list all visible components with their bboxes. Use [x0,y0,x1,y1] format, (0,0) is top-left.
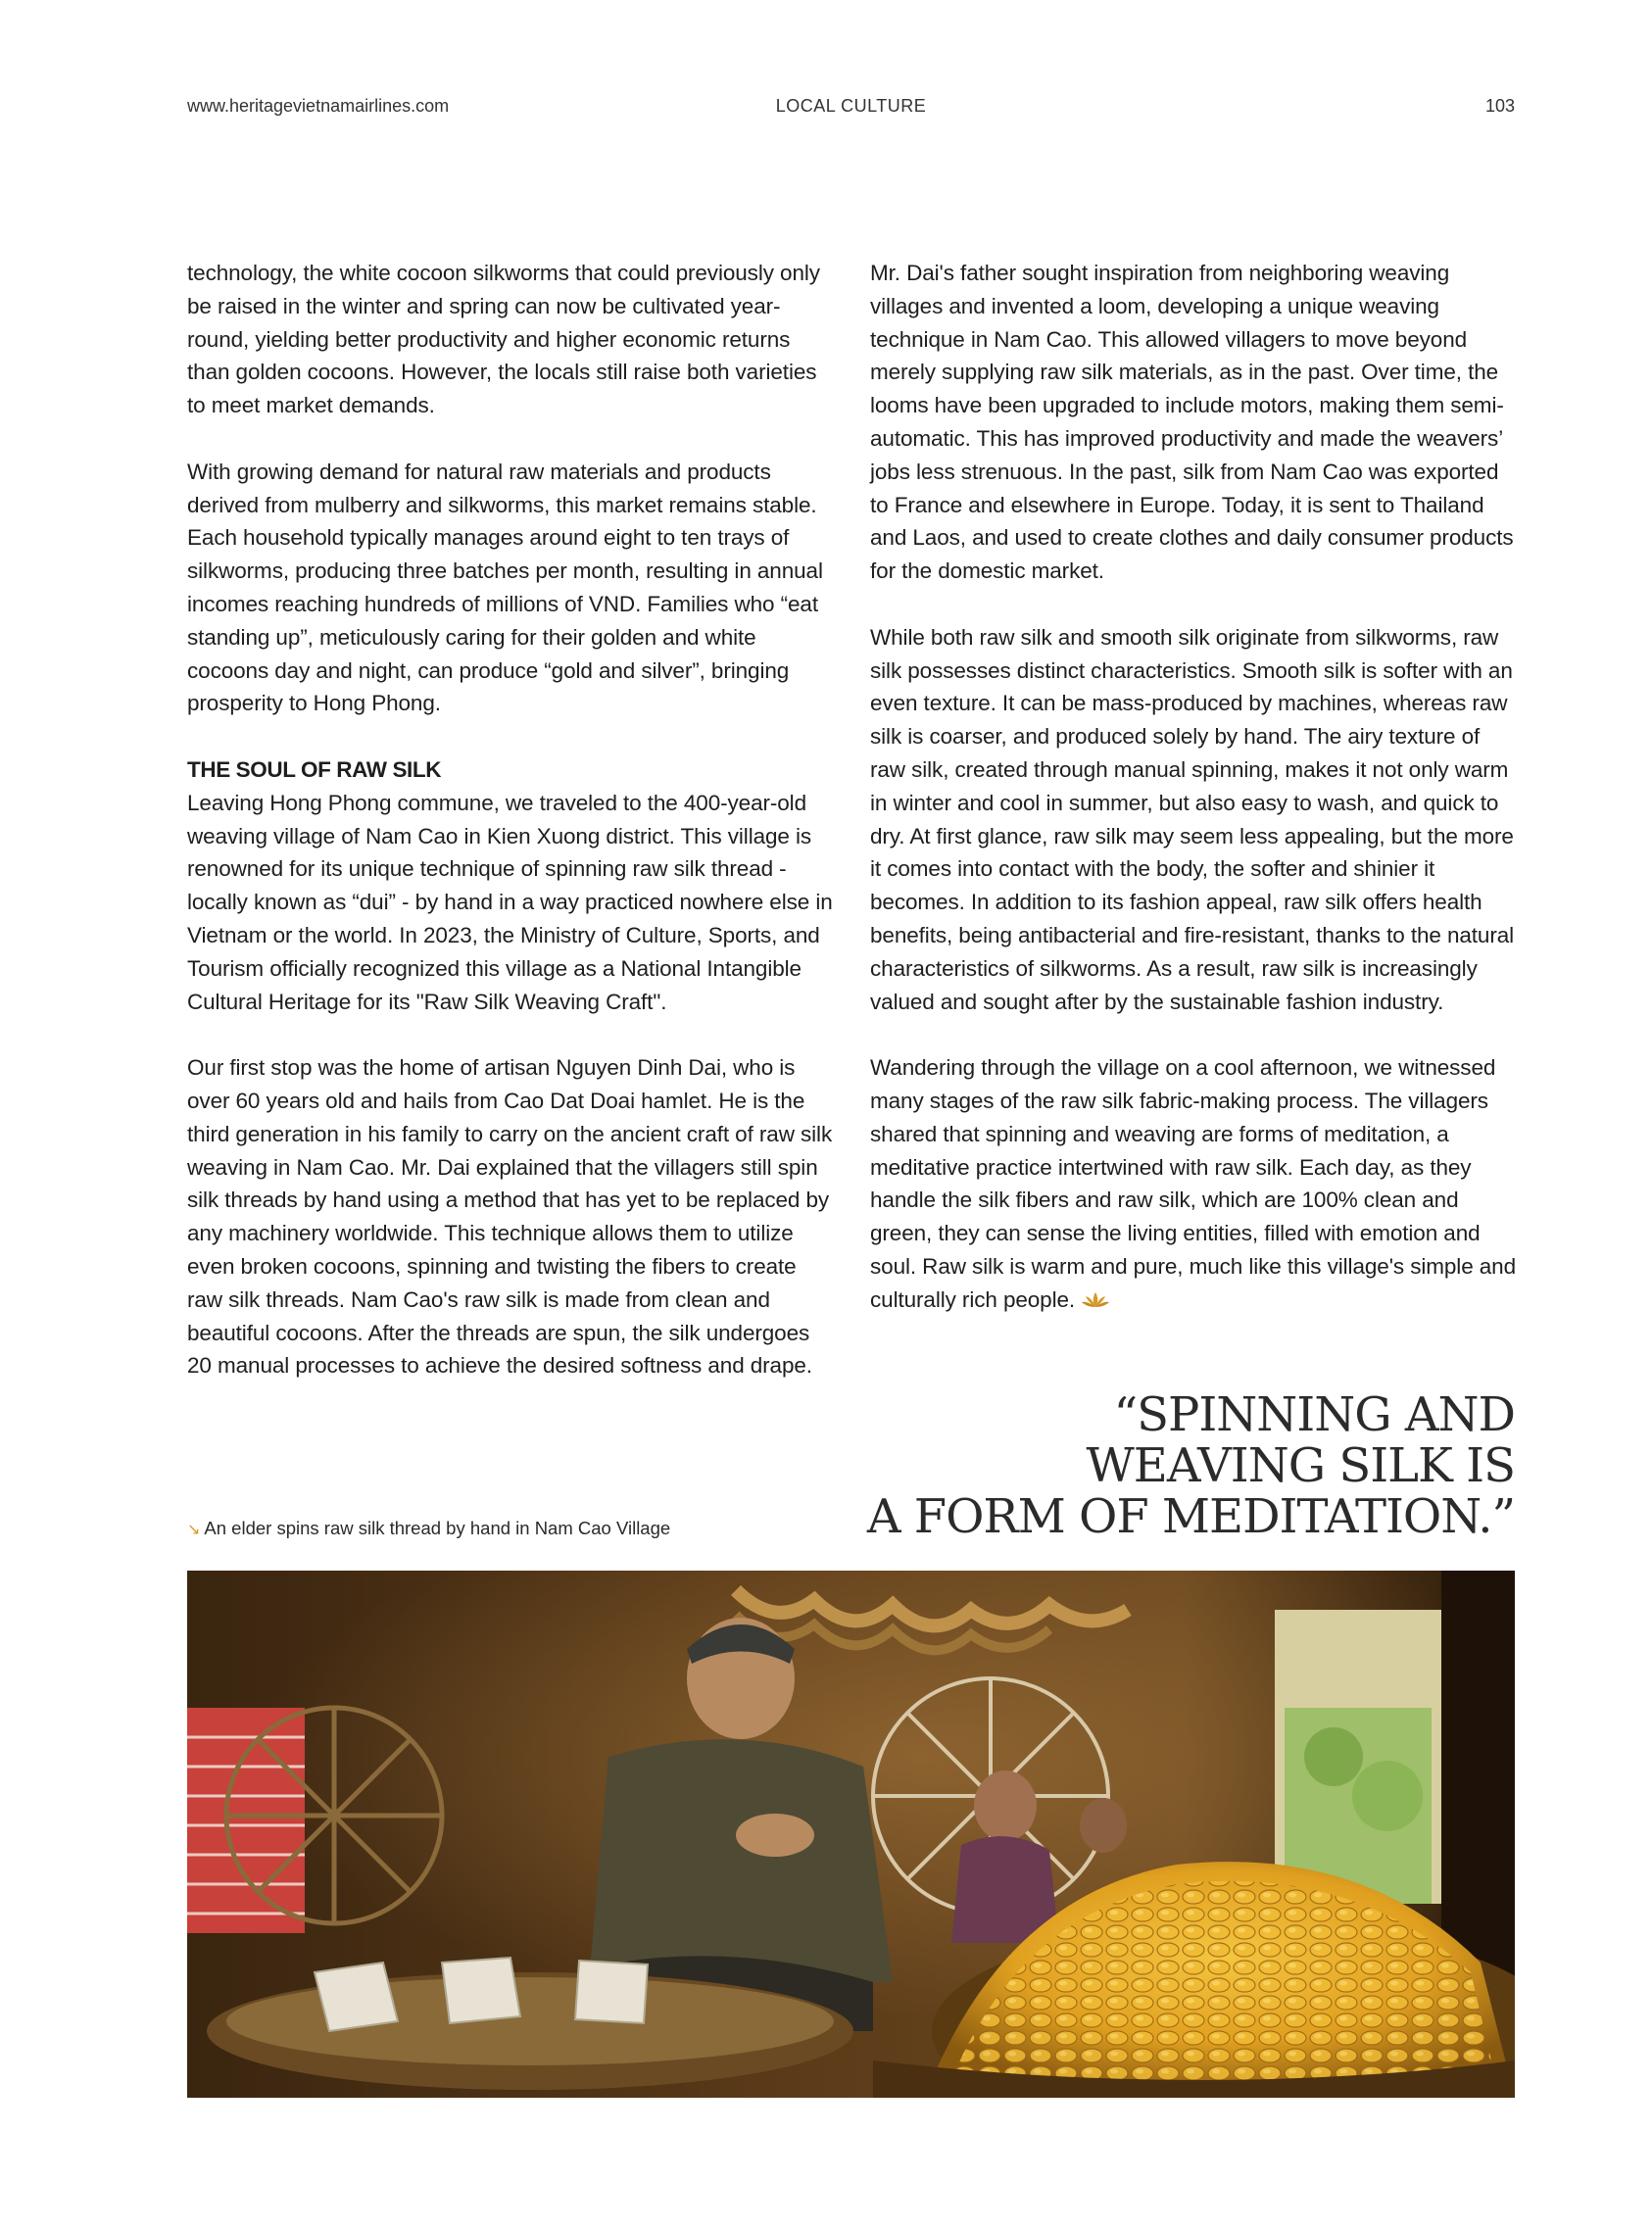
lotus-icon [1081,1286,1110,1320]
pull-quote-line: A FORM OF MEDITATION.” [866,1489,1515,1544]
right-column [870,257,1517,1352]
body-paragraph-text: Wandering through the village on a cool afternoon, we witnessed many stages of the raw silk fabric-making process. The villagers shared that spinning and weaving are forms of meditation, a meditative practice intertwined with raw silk. Each day, as they handle the silk fibers and raw silk, which are 100% clean and green, they can sense the living entities, filled with emotion and soul. Raw silk is warm and pure, much like this village's simple and culturally rich people. [870,1055,1517,1312]
page-header [187,96,1515,121]
body-paragraph: Leaving Hong Phong commune, we traveled to the 400-year-old weaving village of Nam Cao in Kien Xuong district. This village is renowned for its unique technique of spinning raw silk thread - locally known as “dui” - by hand in a way practiced nowhere else in Vietnam or the world. In 2023, the Ministry of Culture, Sports, and Tourism officially recognized this village as a National Intangible Cultural Heritage for its "Raw Silk Weaving Craft". [187,790,833,1014]
pull-quote [829,1389,1515,1542]
section-title: LOCAL CULTURE [775,96,927,116]
pull-quote-line: “SPINNING AND [1113,1387,1515,1442]
section-heading: THE SOUL OF RAW SILK [187,756,442,782]
arrow-down-right-icon: ↘ [187,1522,201,1538]
page-number: 103 [1484,96,1515,116]
caption-text: An elder spins raw silk thread by hand in Nam Cao Village [204,1518,671,1538]
website-url[interactable]: www.heritagevietnamairlines.com [187,96,450,116]
feature-photo [187,1571,1515,2098]
body-paragraph: While both raw silk and smooth silk originate from silkworms, raw silk possesses distinct characteristics. Smooth silk is softer with an even texture. It can be mass-produced by machines, whereas raw silk is coarser, and produced solely by hand. The airy texture of raw silk, created through manual spinning, makes it not only warm in winter and cool in summer, but also easy to wash, and quick to dry. At first glance, raw silk may seem less appealing, but the more it comes into contact with the body, the softer and shinier it becomes. In addition to its fashion appeal, raw silk offers health benefits, being antibacterial and fire-resistant, thanks to the natural characteristics of silkworms. As a result, raw silk is increasingly valued and sought after by the sustainable fashion industry. [870,624,1515,1014]
photo-caption [187,1518,670,1539]
left-column [187,257,834,1416]
body-paragraph: technology, the white cocoon silkworms that could previously only be raised in the winter and spring can now be cultivated year-round, yielding better productivity and higher economic returns than golden cocoons. However, the locals still raise both varieties to meet market demands. [187,261,820,418]
body-paragraph: With growing demand for natural raw materials and products derived from mulberry and silkworms, this market remains stable. Each household typically manages around eight to ten trays of silkworms, producing three batches per month, resulting in annual incomes reaching hundreds of millions of VND. Families who “eat standing up”, meticulously caring for their golden and white cocoons day and night, can produce “gold and silver”, bringing prosperity to Hong Phong. [187,459,823,716]
pull-quote-line: WEAVING SILK IS [1086,1438,1515,1493]
body-paragraph-final [870,1051,1517,1319]
body-paragraph: Our first stop was the home of artisan Nguyen Dinh Dai, who is over 60 years old and hails from Cao Dat Doai hamlet. He is the third generation in his family to carry on the ancient craft of raw silk weaving in Nam Cao. Mr. Dai explained that the villagers still spin silk threads by hand using a method that has yet to be replaced by any machinery worldwide. This technique allows them to utilize even broken cocoons, spinning and twisting the fibers to create raw silk threads. Nam Cao's raw silk is made from clean and beautiful cocoons. After the threads are spun, the silk undergoes 20 manual processes to achieve the desired softness and drape. [187,1055,833,1379]
body-paragraph: Mr. Dai's father sought inspiration from neighboring weaving villages and invented a loom, developing a unique weaving technique in Nam Cao. This allowed villagers to move beyond merely supplying raw silk materials, as in the past. Over time, the looms have been upgraded to include motors, making them semi-automatic. This has improved productivity and made the weavers’ jobs less strenuous. In the past, silk from Nam Cao was exported to France and elsewhere in Europe. Today, it is sent to Thailand and Laos, and used to create clothes and daily consumer products for the domestic market. [870,261,1514,584]
